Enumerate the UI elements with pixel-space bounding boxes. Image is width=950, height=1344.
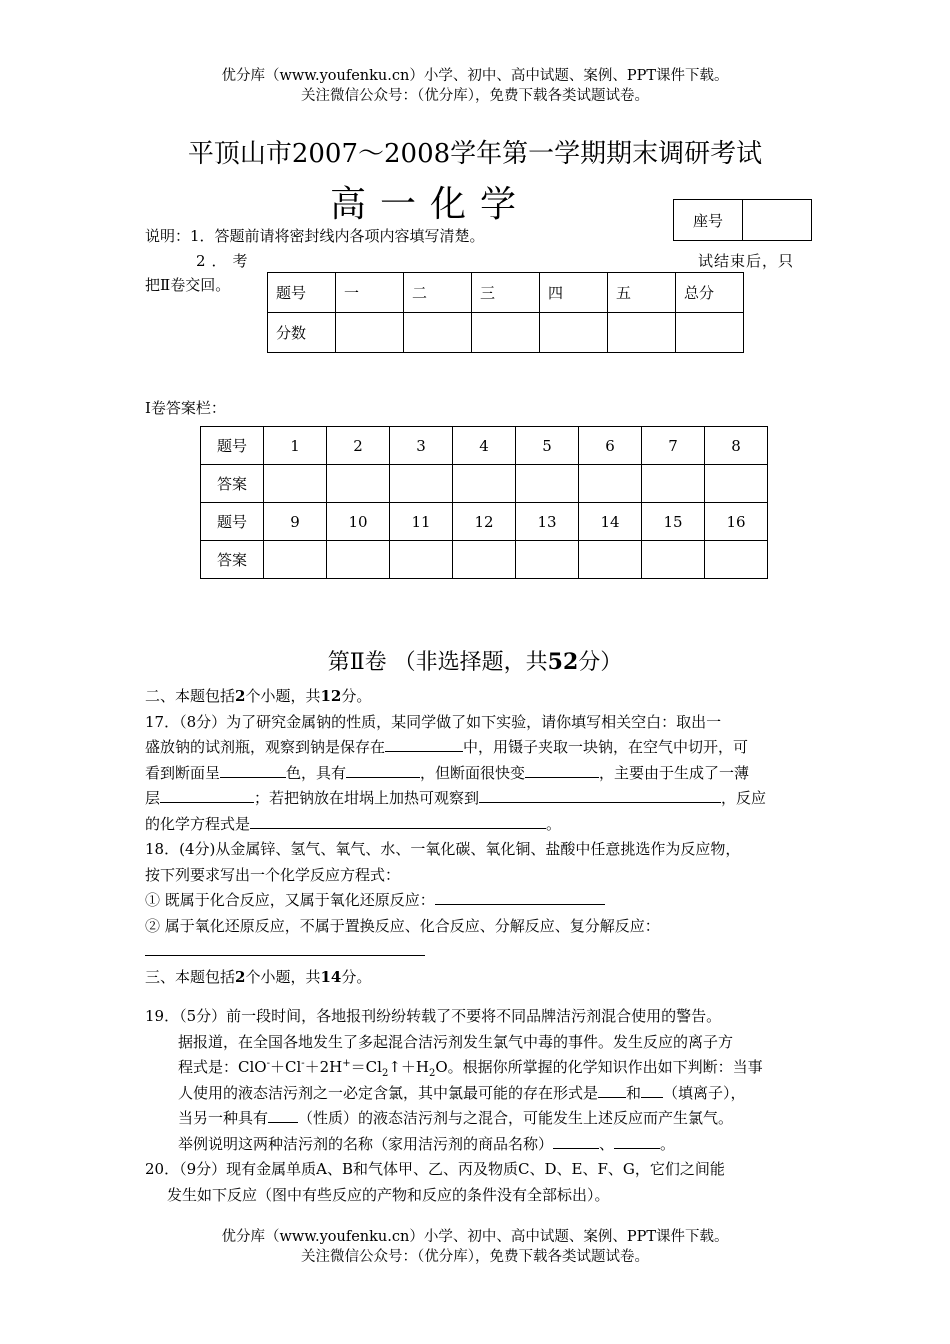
score-header-cell: 四 — [540, 273, 608, 313]
text: ，反应 — [721, 789, 767, 807]
text: ＝Cl — [350, 1058, 382, 1076]
text: ↑＋H — [388, 1058, 429, 1076]
text: 三、本题包括 — [145, 967, 236, 986]
text: ＋2H — [304, 1058, 343, 1076]
section-3-heading — [145, 965, 810, 991]
answer-cell[interactable] — [516, 541, 579, 579]
seat-label: 座号 — [674, 200, 743, 241]
blank-19-3[interactable] — [268, 1106, 298, 1123]
question-number: 2 — [327, 427, 390, 465]
blank-19-1[interactable] — [598, 1081, 626, 1098]
subscript: 2 — [428, 1068, 436, 1079]
answer-cell[interactable] — [264, 541, 327, 579]
answer-cell[interactable] — [705, 465, 768, 503]
blank-18-1[interactable] — [435, 888, 605, 905]
text: 、 — [599, 1134, 615, 1153]
note-2-cont: 把Ⅱ卷交回。 — [145, 276, 231, 294]
score-table — [267, 272, 744, 353]
score-cell[interactable] — [404, 313, 472, 353]
text: 分。 — [341, 687, 372, 705]
footer-line-1: 优分库（www.youfenku.cn）小学、初中、高中试题、案例、PPT课件下载。 — [221, 1229, 729, 1245]
question-number: 9 — [264, 503, 327, 541]
header-line-2: 关注微信公众号：（优分库），免费下载各类试题试卷。 — [301, 88, 649, 104]
text: O。根据你所掌握的化学知识作出如下判断：当事 — [435, 1058, 763, 1076]
points: 12 — [320, 687, 342, 705]
q18-line-3 — [145, 888, 810, 914]
answer-row — [201, 465, 768, 503]
text: 举例说明这两种洁污剂的名称（家用洁污剂的商品名称） — [178, 1134, 554, 1153]
text: 个小题，共 — [245, 967, 321, 986]
answer-cell[interactable] — [642, 465, 705, 503]
text: 。 — [546, 814, 562, 833]
text: 个小题，共 — [245, 687, 321, 705]
page-footer — [0, 1227, 950, 1267]
answer-cell[interactable] — [579, 465, 642, 503]
score-cell[interactable] — [336, 313, 404, 353]
q17-line-2 — [145, 735, 810, 761]
q17-line-4 — [145, 786, 810, 812]
blank-17-2[interactable] — [220, 761, 286, 778]
text: ，主要由于生成了一薄 — [599, 763, 750, 782]
count: 2 — [235, 687, 246, 705]
answer-cell[interactable] — [453, 465, 516, 503]
score-row-label: 分数 — [268, 313, 336, 353]
text: 层 — [145, 789, 161, 807]
score-header-cell: 题号 — [268, 273, 336, 313]
subscript: 2 — [381, 1068, 389, 1079]
note-2-end: 试结束后，只 — [698, 252, 795, 270]
answer-sheet-table — [200, 426, 768, 579]
exam-title: 平顶山市2007～2008学年第一学期期末调研考试 — [187, 139, 763, 169]
question-number: 12 — [453, 503, 516, 541]
question-number: 7 — [642, 427, 705, 465]
question-number: 14 — [579, 503, 642, 541]
q17-line-5 — [145, 812, 810, 838]
score-header-cell: 五 — [608, 273, 676, 313]
answer-cell[interactable] — [453, 541, 516, 579]
answer-cell[interactable] — [264, 465, 327, 503]
q18-line-2: 按下列要求写出一个化学反应方程式： — [145, 865, 401, 884]
text: （填离子）， — [663, 1083, 746, 1102]
question-body — [145, 684, 810, 1208]
blank-19-2[interactable] — [641, 1081, 663, 1098]
score-value-row — [268, 313, 744, 353]
q17-line-3 — [145, 761, 810, 787]
question-number: 15 — [642, 503, 705, 541]
q20-line-1: 20．（9分）现有金属单质A、B和气体甲、乙、丙及物质C、D、E、F、G，它们之间能 — [145, 1160, 725, 1178]
row-label: 答案 — [201, 465, 264, 503]
text: ；若把钠放在坩埚上加热可观察到 — [254, 789, 480, 807]
question-number: 6 — [579, 427, 642, 465]
seat-input[interactable] — [743, 200, 812, 241]
text: 中，用镊子夹取一块钠，在空气中切开，可 — [463, 738, 749, 756]
q18-line-4: ② 属于氧化还原反应，不属于置换反应、化合反应、分解反应、复分解反应： — [145, 916, 660, 935]
score-cell[interactable] — [472, 313, 540, 353]
text: （性质）的液态洁污剂与之混合，可能发生上述反应而产生氯气。 — [298, 1109, 734, 1127]
blank-18-2[interactable] — [145, 939, 425, 956]
answer-cell[interactable] — [390, 541, 453, 579]
q19-line-5 — [145, 1106, 810, 1132]
q17-line-1: 17．（8分）为了研究金属钠的性质，某同学做了如下实验，请你填写相关空白：取出一 — [145, 712, 722, 731]
question-number: 11 — [390, 503, 453, 541]
header-line-1: 优分库（www.youfenku.cn）小学、初中、高中试题、案例、PPT课件下载。 — [221, 68, 729, 84]
text: 程式是：ClO — [178, 1058, 267, 1076]
question-number-row — [201, 503, 768, 541]
text: 和 — [626, 1083, 642, 1102]
charge: - — [266, 1058, 270, 1069]
text: 二、本题包括 — [145, 687, 236, 705]
row-label: 题号 — [201, 503, 264, 541]
blank-17-7[interactable] — [250, 812, 546, 829]
question-number: 4 — [453, 427, 516, 465]
q20-line-2: 发生如下反应（图中有些反应的产物和反应的条件没有全部标出）。 — [167, 1185, 610, 1204]
blank-17-5[interactable] — [160, 786, 254, 803]
answer-row — [201, 541, 768, 579]
q19-line-2: 据报道，在全国各地发生了多起混合洁污剂发生氯气中毒的事件。发生反应的离子方 — [178, 1032, 734, 1051]
question-number: 16 — [705, 503, 768, 541]
text: 盛放钠的试剂瓶，观察到钠是保存在 — [145, 738, 386, 756]
question-number: 10 — [327, 503, 390, 541]
score-header-cell: 一 — [336, 273, 404, 313]
question-number: 5 — [516, 427, 579, 465]
q19-line-4 — [145, 1081, 810, 1107]
page-header — [0, 66, 950, 106]
score-header-cell: 二 — [404, 273, 472, 313]
subject-title: 高一化学 — [330, 184, 531, 225]
q19-line-1: 19．（5分）前一段时间，各地报刊纷纷转载了不要将不同品牌洁污剂混合使用的警告。 — [145, 1007, 722, 1025]
score-cell[interactable] — [540, 313, 608, 353]
blank-17-6[interactable] — [479, 786, 721, 803]
section-2-heading — [145, 684, 810, 710]
q19-line-3 — [145, 1055, 810, 1081]
q19-line-6 — [145, 1132, 810, 1158]
q18-line-5 — [145, 939, 810, 965]
seat-number-box — [673, 199, 812, 241]
charge: - — [301, 1058, 305, 1069]
score-cell[interactable] — [676, 313, 744, 353]
count: 2 — [235, 967, 246, 986]
note-1: 说明：1．答题前请将密封线内各项内容填写清楚。 — [145, 227, 485, 245]
text: 人使用的液态洁污剂之一必定含氯，其中氯最可能的存在形式是 — [178, 1083, 599, 1102]
text: ① 既属于化合反应，又属于氧化还原反应： — [145, 891, 435, 909]
part2-title-c: 分） — [578, 650, 623, 675]
text: 色，具有 — [286, 763, 347, 782]
blank-19-4[interactable] — [553, 1132, 599, 1149]
question-number: 8 — [705, 427, 768, 465]
answer-cell[interactable] — [390, 465, 453, 503]
footer-line-2: 关注微信公众号：（优分库），免费下载各类试题试卷。 — [301, 1249, 649, 1265]
answer-cell[interactable] — [327, 465, 390, 503]
score-cell[interactable] — [608, 313, 676, 353]
text: ，但断面很快变 — [420, 763, 526, 782]
answer-cell[interactable] — [516, 465, 579, 503]
part2-score: 52 — [547, 649, 579, 675]
question-number-row — [201, 427, 768, 465]
text: 。 — [660, 1134, 676, 1153]
note-2-start: 2．考 — [196, 252, 254, 270]
blank-19-5[interactable] — [614, 1132, 660, 1149]
score-header-row — [268, 273, 744, 313]
score-header-cell: 三 — [472, 273, 540, 313]
text: 分。 — [341, 967, 372, 986]
row-label: 题号 — [201, 427, 264, 465]
blank-17-3[interactable] — [346, 761, 420, 778]
answer-cell[interactable] — [642, 541, 705, 579]
row-label: 答案 — [201, 541, 264, 579]
text: ＋Cl — [269, 1058, 302, 1076]
question-number: 1 — [264, 427, 327, 465]
answer-cell[interactable] — [705, 541, 768, 579]
q18-line-1: 18．(4分)从金属锌、氢气、氧气、水、一氧化碳、氧化铜、盐酸中任意挑选作为反应物， — [145, 840, 741, 858]
points: 14 — [320, 967, 342, 986]
answer-sheet-title: I卷答案栏： — [145, 399, 226, 417]
charge: + — [342, 1058, 351, 1069]
question-number: 3 — [390, 427, 453, 465]
answer-cell[interactable] — [327, 541, 390, 579]
answer-cell[interactable] — [579, 541, 642, 579]
blank-17-4[interactable] — [525, 761, 599, 778]
question-number: 13 — [516, 503, 579, 541]
text: 的化学方程式是 — [145, 814, 251, 833]
text: 当另一种具有 — [178, 1109, 269, 1127]
blank-17-1[interactable] — [385, 735, 463, 752]
text: 看到断面呈 — [145, 763, 221, 782]
score-header-cell: 总分 — [676, 273, 744, 313]
part2-title-a: 第Ⅱ卷 （非选择题，共 — [327, 650, 548, 675]
part2-title — [0, 645, 950, 676]
